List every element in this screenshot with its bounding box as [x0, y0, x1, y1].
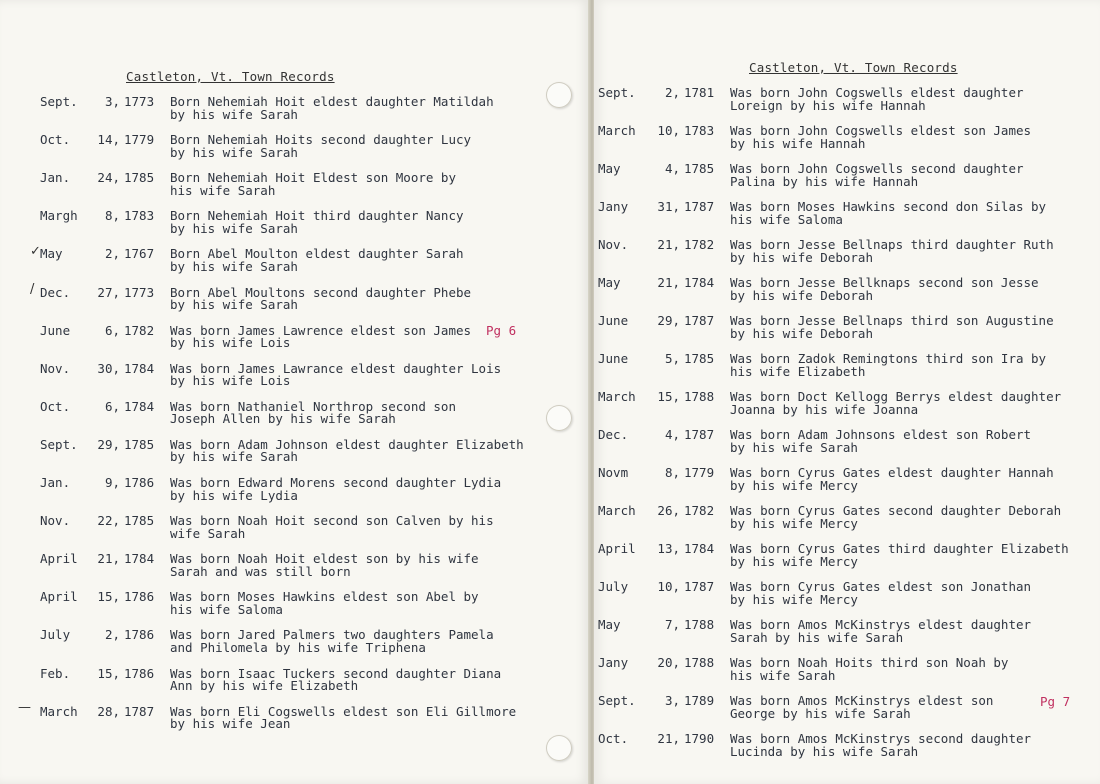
record-entry	[598, 467, 1096, 493]
entry-month: Sept.	[598, 85, 636, 100]
entry-day: 4,	[664, 161, 680, 176]
entry-day: 3,	[104, 94, 120, 109]
entry-text-line-1: Was born Cyrus Gates eldest daughter Hannah	[730, 465, 1054, 480]
record-entry	[598, 543, 1096, 569]
entry-day: 3,	[664, 693, 680, 708]
entry-day: 21,	[657, 237, 680, 252]
entry-text-line-2: by his wife Sarah	[170, 220, 298, 236]
entry-month: Nov.	[598, 237, 629, 252]
entry-month: June	[598, 351, 629, 366]
entry-text-line-2: by his wife Deborah	[730, 287, 873, 303]
entry-year: 1788	[684, 655, 715, 670]
entry-text-line-2: his wife Saloma	[730, 211, 843, 227]
entry-text-line-1: Was born Jared Palmers two daughters Pamela	[170, 627, 494, 643]
entry-day: 21,	[657, 275, 680, 290]
entry-month: July	[40, 627, 71, 643]
entry-year: 1781	[684, 85, 715, 100]
entry-text-line-1: Was born Edward Morens second daughter Lydia	[170, 475, 502, 490]
entry-text-line-2: by his wife Deborah	[730, 249, 873, 265]
entry-text-line-1: Was born Jesse Bellnaps third daughter Ruth	[730, 237, 1054, 252]
record-entry	[598, 581, 1096, 607]
entry-month: May	[598, 617, 621, 632]
record-entry	[598, 695, 1096, 721]
entry-month: April	[598, 541, 636, 556]
right-page	[594, 0, 1100, 784]
record-entry	[598, 277, 1096, 303]
entry-year: 1787	[124, 703, 155, 719]
entry-year: 1779	[124, 132, 155, 148]
record-entry	[598, 619, 1096, 645]
entry-text-line-1: Was born Noah Hoit second son Calven by his	[170, 513, 494, 529]
entry-text-line-2: by his wife Lydia	[170, 487, 298, 503]
record-entry	[40, 248, 585, 274]
entry-day: 28,	[97, 703, 120, 719]
entry-day: 26,	[657, 503, 680, 518]
entry-text-line-2: by his wife Mercy	[730, 553, 858, 569]
entry-text-line-2: by his wife Deborah	[730, 325, 873, 341]
entry-text-line-1: Was born Moses Hawkins eldest son Abel by	[170, 589, 479, 605]
entry-text-line-1: Was born Jesse Bellnaps third son Augustine	[730, 313, 1054, 328]
entry-month: Nov.	[40, 513, 71, 529]
entry-month: June	[40, 322, 71, 338]
record-entry	[40, 96, 585, 122]
entry-year: 1779	[684, 465, 715, 480]
entry-year: 1782	[684, 237, 715, 252]
entry-text-line-1: Was born Noah Hoit eldest son by his wife	[170, 551, 479, 567]
entry-month: March	[598, 389, 636, 404]
right-page-title: Castleton, Vt. Town Records	[749, 60, 958, 75]
entry-text-line-2: Palina by his wife Hannah	[730, 173, 919, 189]
tick-mark-icon: /	[30, 282, 35, 297]
entry-month: March	[40, 703, 78, 719]
entry-text-line-1: Was born James Lawrence eldest son James	[170, 322, 472, 338]
entry-text-line-1: Was born Amos McKinstrys eldest son	[730, 693, 994, 708]
entry-text-line-2: and Philomela by his wife Triphena	[170, 639, 426, 655]
entry-day: 5,	[664, 351, 680, 366]
entry-month: Jany	[598, 199, 629, 214]
entry-year: 1767	[124, 246, 155, 262]
entry-text-line-1: Was born Doct Kellogg Berrys eldest daughter	[730, 389, 1062, 404]
entry-text-line-1: Was born James Lawrance eldest daughter Lois	[170, 360, 502, 376]
entry-text-line-1: Was born Adam Johnson eldest daughter Elizabeth	[170, 436, 524, 452]
entry-text-line-1: Was born John Cogswells second daughter	[730, 161, 1024, 176]
entry-month: Oct.	[40, 132, 71, 148]
entry-year: 1785	[684, 161, 715, 176]
record-entry	[40, 210, 585, 236]
record-entry	[40, 436, 585, 465]
entry-text-line-1: Born Nehemiah Hoits second daughter Lucy	[170, 132, 472, 148]
record-entry	[598, 733, 1096, 759]
entry-year: 1784	[684, 541, 715, 556]
entry-month: Jany	[598, 655, 629, 670]
entry-month: Sept.	[40, 436, 78, 452]
entry-text-line-2: Loreign by his wife Hannah	[730, 97, 926, 113]
entry-text-line-2: his wife Sarah	[170, 182, 276, 198]
entry-year: 1788	[684, 617, 715, 632]
entry-day: 21,	[97, 551, 120, 567]
record-entry	[598, 239, 1096, 265]
entry-text-line-1: Was born Cyrus Gates second daughter Deborah	[730, 503, 1062, 518]
entry-day: 29,	[657, 313, 680, 328]
entry-day: 4,	[664, 427, 680, 442]
entry-text-line-1: Was born John Cogswells eldest son James	[730, 123, 1032, 138]
record-entry	[598, 201, 1096, 227]
entry-day: 15,	[97, 665, 120, 681]
punch-hole-icon	[546, 82, 572, 108]
entry-text-line-2: by his wife Sarah	[730, 439, 858, 455]
record-entry	[598, 657, 1096, 683]
entry-month: April	[40, 551, 78, 567]
entry-month: March	[598, 123, 636, 138]
entry-day: 9,	[104, 475, 120, 490]
entry-text-line-2: Joseph Allen by his wife Sarah	[170, 411, 396, 427]
entry-text-line-2: Sarah and was still born	[170, 563, 351, 579]
entry-text-line-2: by his wife Lois	[170, 335, 291, 351]
entry-month: July	[598, 579, 629, 594]
record-entry	[598, 391, 1096, 417]
entry-text-line-1: Born Nehemiah Hoit eldest daughter Matildah	[170, 94, 494, 109]
record-entry	[598, 353, 1096, 379]
record-entry	[40, 515, 585, 541]
entry-year: 1784	[124, 360, 155, 376]
entry-text-line-2: Ann by his wife Elizabeth	[170, 678, 359, 693]
entry-year: 1787	[684, 313, 715, 328]
record-entry	[598, 87, 1096, 113]
entry-text-line-1: Was born Isaac Tuckers second daughter Diana	[170, 665, 502, 681]
entry-text-line-1: Was born Cyrus Gates third daughter Elizabeth	[730, 541, 1069, 556]
entry-month: Oct.	[40, 398, 71, 414]
entry-month: April	[40, 589, 78, 605]
record-entry	[40, 591, 585, 617]
entry-year: 1784	[684, 275, 715, 290]
entry-text-line-2: his wife Elizabeth	[730, 363, 866, 379]
entry-text-line-1: Was born Zadok Remingtons third son Ira by	[730, 351, 1047, 366]
record-entry	[40, 703, 585, 732]
entry-day: 27,	[97, 284, 120, 300]
record-entry	[40, 360, 585, 389]
entry-text-line-1: Was born Adam Johnsons eldest son Robert	[730, 427, 1032, 442]
entry-year: 1785	[684, 351, 715, 366]
entry-day: 15,	[657, 389, 680, 404]
entry-text-line-2: Sarah by his wife Sarah	[730, 629, 904, 645]
entry-text-line-1: Born Abel Moultons second daughter Phebe	[170, 284, 472, 300]
entry-month: Dec.	[40, 284, 71, 300]
entry-text-line-1: Born Abel Moulton eldest daughter Sarah	[170, 246, 464, 262]
entry-day: 8,	[664, 465, 680, 480]
entry-text-line-2: by his wife Mercy	[730, 591, 858, 607]
entry-year: 1773	[124, 284, 155, 300]
entry-day: 2,	[104, 627, 120, 643]
entry-year: 1784	[124, 398, 155, 414]
entry-day: 2,	[664, 85, 680, 100]
entry-month: May	[40, 246, 63, 262]
entry-day: 22,	[97, 513, 120, 529]
entry-day: 21,	[657, 731, 680, 746]
entry-year: 1782	[684, 503, 715, 518]
entry-text-line-1: Was born Moses Hawkins second don Silas by	[730, 199, 1047, 214]
record-entry	[598, 429, 1096, 455]
record-entry	[40, 398, 585, 427]
entry-text-line-1: Born Nehemiah Hoit Eldest son Moore by	[170, 170, 456, 186]
entry-text-line-2: Joanna by his wife Joanna	[730, 401, 919, 417]
entry-text-line-1: Was born John Cogswells eldest daughter	[730, 85, 1024, 100]
entry-day: 13,	[657, 541, 680, 556]
entry-year: 1786	[124, 475, 155, 490]
right-page-number: Pg 7	[1040, 694, 1071, 709]
entry-month: March	[598, 503, 636, 518]
entry-year: 1787	[684, 427, 715, 442]
entry-day: 2,	[104, 246, 120, 262]
punch-hole-icon	[546, 405, 572, 431]
entry-text-line-2: by his wife Sarah	[170, 106, 298, 122]
entry-text-line-2: George by his wife Sarah	[730, 705, 911, 721]
entry-year: 1783	[124, 208, 155, 224]
entry-day: 14,	[97, 132, 120, 148]
entry-month: Sept.	[40, 94, 78, 109]
entry-text-line-2: his wife Saloma	[170, 601, 283, 617]
entry-text-line-2: by his wife Sarah	[170, 297, 298, 312]
check-mark-icon: ✓	[30, 244, 41, 259]
record-entry	[40, 477, 585, 503]
entry-year: 1785	[124, 436, 155, 452]
left-page-title: Castleton, Vt. Town Records	[126, 69, 335, 84]
record-entry	[40, 665, 585, 694]
entry-month: Dec.	[598, 427, 629, 442]
entry-month: Oct.	[598, 731, 629, 746]
entry-text-line-2: by his wife Lois	[170, 373, 291, 389]
record-entry	[40, 172, 585, 198]
entry-month: Feb.	[40, 665, 71, 681]
entry-text-line-2: by his wife Mercy	[730, 515, 858, 531]
entry-year: 1785	[124, 170, 155, 186]
entry-month: Margh	[40, 208, 78, 224]
entry-text-line-2: by his wife Sarah	[170, 449, 298, 465]
record-entry	[40, 134, 585, 160]
entry-text-line-1: Was born Nathaniel Northrop second son	[170, 398, 456, 414]
entry-day: 8,	[104, 208, 120, 224]
record-entry	[598, 315, 1096, 341]
entry-year: 1787	[684, 199, 715, 214]
entry-text-line-2: by his wife Jean	[170, 716, 291, 732]
entry-year: 1784	[124, 551, 155, 567]
entry-day: 29,	[97, 436, 120, 452]
entry-month: Novm	[598, 465, 629, 480]
entry-text-line-2: his wife Sarah	[730, 667, 836, 683]
entry-text-line-1: Was born Jesse Bellknaps second son Jesse	[730, 275, 1039, 290]
entry-year: 1788	[684, 389, 715, 404]
entry-year: 1786	[124, 665, 155, 681]
entry-day: 6,	[104, 398, 120, 414]
record-entry	[598, 505, 1096, 531]
entry-year: 1783	[684, 123, 715, 138]
entry-day: 10,	[657, 123, 680, 138]
entry-day: 20,	[657, 655, 680, 670]
entry-text-line-1: Was born Eli Cogswells eldest son Eli Gillmore	[170, 703, 517, 719]
entry-year: 1786	[124, 589, 155, 605]
entry-text-line-1: Was born Amos McKinstrys eldest daughter	[730, 617, 1032, 632]
entry-text-line-2: by his wife Sarah	[170, 258, 298, 274]
punch-hole-icon	[546, 735, 572, 761]
entry-text-line-1: Was born Amos McKinstrys second daughter	[730, 731, 1032, 746]
entry-day: 7,	[664, 617, 680, 632]
entry-day: 30,	[97, 360, 120, 376]
entry-text-line-2: by his wife Mercy	[730, 477, 858, 493]
entry-month: Sept.	[598, 693, 636, 708]
entry-month: June	[598, 313, 629, 328]
entry-text-line-2: wife Sarah	[170, 525, 246, 541]
entry-text-line-2: Lucinda by his wife Sarah	[730, 743, 919, 759]
entry-text-line-2: by his wife Hannah	[730, 135, 866, 151]
entry-year: 1785	[124, 513, 155, 529]
entry-year: 1773	[124, 94, 155, 109]
entry-month: Nov.	[40, 360, 71, 376]
record-entry	[40, 629, 585, 655]
entry-text-line-1: Was born Noah Hoits third son Noah by	[730, 655, 1009, 670]
entry-text-line-1: Born Nehemiah Hoit third daughter Nancy	[170, 208, 464, 224]
entry-day: 10,	[657, 579, 680, 594]
entry-year: 1789	[684, 693, 715, 708]
entry-text-line-1: Was born Cyrus Gates eldest son Jonathan	[730, 579, 1032, 594]
entry-day: 6,	[104, 322, 120, 338]
record-entry	[40, 553, 585, 579]
entry-month: Jan.	[40, 170, 71, 186]
dash-mark-icon: —	[18, 700, 31, 715]
entry-text-line-2: by his wife Sarah	[170, 144, 298, 160]
left-page-number: Pg 6	[486, 323, 517, 338]
entry-year: 1782	[124, 322, 155, 338]
entry-year: 1787	[684, 579, 715, 594]
entry-month: Jan.	[40, 475, 71, 490]
entry-month: May	[598, 161, 621, 176]
entry-year: 1790	[684, 731, 715, 746]
entry-month: May	[598, 275, 621, 290]
record-entry	[598, 163, 1096, 189]
entry-day: 31,	[657, 199, 680, 214]
record-entry	[40, 284, 585, 313]
entry-year: 1786	[124, 627, 155, 643]
entry-day: 24,	[97, 170, 120, 186]
entry-day: 15,	[97, 589, 120, 605]
record-entry	[598, 125, 1096, 151]
